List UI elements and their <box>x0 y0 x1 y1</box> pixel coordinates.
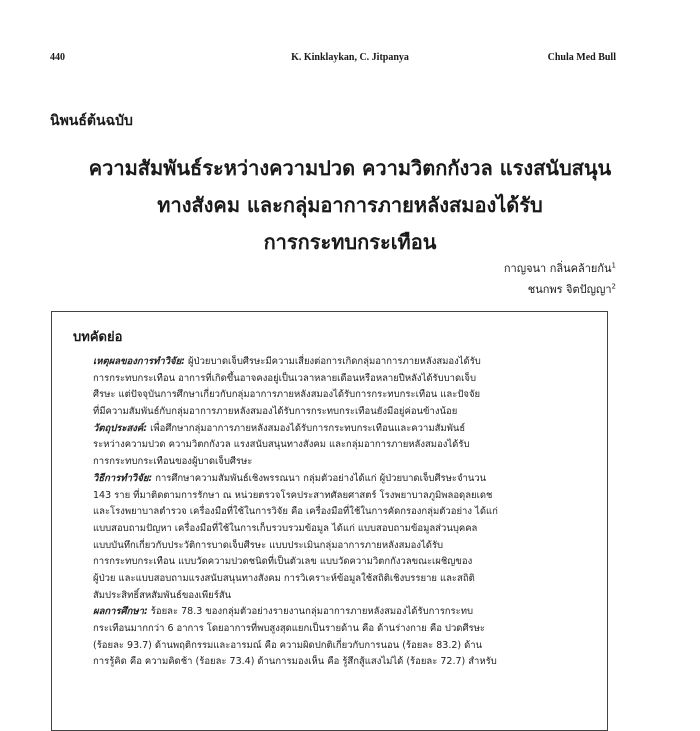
abstract-line-text: การศึกษาความสัมพันธ์เชิงพรรณนา กลุ่มตัวอย่างได้แก่ ผู้ป่วยบาดเจ็บศีรษะจำนวน <box>152 472 487 484</box>
abstract-line <box>93 538 593 555</box>
abstract-line <box>93 421 593 438</box>
article-title <box>40 150 660 261</box>
abstract-line-text: (ร้อยละ 93.7) ด้านพฤติกรรมและอารมณ์ คือ ความผิดปกติเกี่ยวกับการนอน (ร้อยละ 83.2) ด้าน <box>93 639 483 651</box>
author-2 <box>528 280 616 298</box>
abstract-line <box>93 404 593 421</box>
abstract-line <box>93 437 593 454</box>
abstract-line-text: แบบสอบถามปัญหา เครื่องมือที่ใช้ในการเก็บรวบรวมข้อมูล ได้แก่ แบบสอบถามข้อมูลส่วนบุคคล <box>93 522 478 534</box>
abstract-line-text: แบบบันทึกเกี่ยวกับประวัติการบาดเจ็บศีรษะ แบบประเมินกลุ่มอาการภายหลังสมองได้รับ <box>93 539 444 551</box>
abstract-line <box>93 638 593 655</box>
abstract-line-text: ศีรษะ แต่ปัจจุบันการศึกษาเกี่ยวกับกลุ่มอาการภายหลังสมองได้รับการกระทบกระเทือน และปัจจัย <box>93 389 481 401</box>
abstract-line <box>93 371 593 388</box>
abstract-line-text: ที่มีความสัมพันธ์กับกลุ่มอาการภายหลังสมองได้รับการกระทบกระเทือนยังมีอยู่ค่อนข้างน้อย <box>93 406 458 418</box>
title-line-3: การกระทบกระเทือน <box>263 230 437 254</box>
abstract-line <box>93 454 593 471</box>
page-number: 440 <box>50 52 65 63</box>
abstract-body <box>93 354 593 671</box>
author-1-name: กาญจนา กลิ่นคล้ายกัน <box>503 262 612 275</box>
title-line-2: ทางสังคม และกลุ่มอาการภายหลังสมองได้รับ <box>157 193 543 217</box>
abstract-line-text: การรู้คิด คือ ความคิดช้า (ร้อยละ 73.4) ด้านการมองเห็น คือ รู้สึกสู้แสงไม่ได้ (ร้อยละ 72.7) สำหรับ <box>93 656 497 668</box>
abstract-line-text: 143 ราย ที่มาติดตามการรักษา ณ หน่วยตรวจโรคประสาทศัลยศาสตร์ โรงพยาบาลภูมิพลอดุลยเดช <box>93 489 493 501</box>
article-type-label: นิพนธ์ต้นฉบับ <box>50 113 133 129</box>
abstract-heading: บทคัดย่อ <box>73 330 123 345</box>
abstract-section-label: วัตถุประสงค์: <box>93 422 148 434</box>
abstract-line-text: เพื่อศึกษากลุ่มอาการภายหลังสมองได้รับการกระทบกระเทือนและความสัมพันธ์ <box>147 422 466 434</box>
abstract-line <box>93 504 593 521</box>
abstract-line-text: ระหว่างความปวด ความวิตกกังวล แรงสนับสนุนทางสังคม และกลุ่มอาการภายหลังสมองได้รับ <box>93 439 470 451</box>
abstract-line <box>93 571 593 588</box>
running-header-authors: K. Kinklaykan, C. Jitpanya <box>291 52 409 63</box>
abstract-line <box>93 354 593 371</box>
author-2-affiliation-mark: 2 <box>611 282 616 291</box>
abstract-line <box>93 604 593 621</box>
abstract-line <box>93 521 593 538</box>
abstract-line <box>93 554 593 571</box>
abstract-line-text: สัมประสิทธิ์สหสัมพันธ์ของเพียร์สัน <box>93 589 232 601</box>
abstract-line-text: การกระทบกระเทือน แบบวัดความปวดชนิดที่เป็นตัวเลข แบบวัดความวิตกกังวลขณะเผชิญของ <box>93 556 473 568</box>
abstract-line-text: การกระทบกระเทือนของผู้บาดเจ็บศีรษะ <box>93 456 253 468</box>
abstract-line-text: ผู้ป่วยบาดเจ็บศีรษะมีความเสี่ยงต่อการเกิดกลุ่มอาการภายหลังสมองได้รับ <box>184 356 481 367</box>
abstract-line-text: ร้อยละ 78.3 ของกลุ่มตัวอย่างรายงานกลุ่มอาการภายหลังสมองได้รับการกระทบ <box>147 606 474 618</box>
abstract-line <box>93 588 593 605</box>
abstract-line-text: ผู้ป่วย และแบบสอบถามแรงสนับสนุนทางสังคม การวิเคราะห์ข้อมูลใช้สถิติเชิงบรรยาย และสถิติ <box>93 572 475 584</box>
abstract-line-text: การกระทบกระเทือน อาการที่เกิดขึ้นอาจคงอยู่เป็นเวลาหลายเดือนหรือหลายปีหลังได้รับบาดเจ็บ <box>93 372 477 384</box>
journal-name: Chula Med Bull <box>547 52 616 63</box>
author-1 <box>504 259 616 277</box>
abstract-line <box>93 654 593 671</box>
abstract-section-label: ผลการศึกษา: <box>93 606 148 618</box>
abstract-section-label: เหตุผลของการทำวิจัย: <box>93 356 185 367</box>
author-1-affiliation-mark: 1 <box>611 261 616 270</box>
abstract-line-text: กระเทือนมากกว่า 6 อาการ โดยอาการที่พบสูงสุดแยกเป็นรายด้าน คือ ด้านร่างกาย คือ ปวดศีรษะ <box>93 623 485 634</box>
abstract-line <box>93 488 593 505</box>
abstract-line <box>93 621 593 638</box>
author-2-name: ชนกพร จิตปัญญา <box>527 283 612 296</box>
abstract-line <box>93 387 593 404</box>
abstract-section-label: วิธีการทำวิจัย: <box>93 472 153 484</box>
title-line-1: ความสัมพันธ์ระหว่างความปวด ความวิตกกังวล แรงสนับสนุน <box>88 156 612 180</box>
abstract-line <box>93 471 593 488</box>
abstract-line-text: และโรงพยาบาลตำรวจ เครื่องมือที่ใช้ในการวิจัย คือ เครื่องมือที่ใช้ในการคัดกรองกลุ่มตัวอย่าง ได้แก่ <box>93 506 498 518</box>
